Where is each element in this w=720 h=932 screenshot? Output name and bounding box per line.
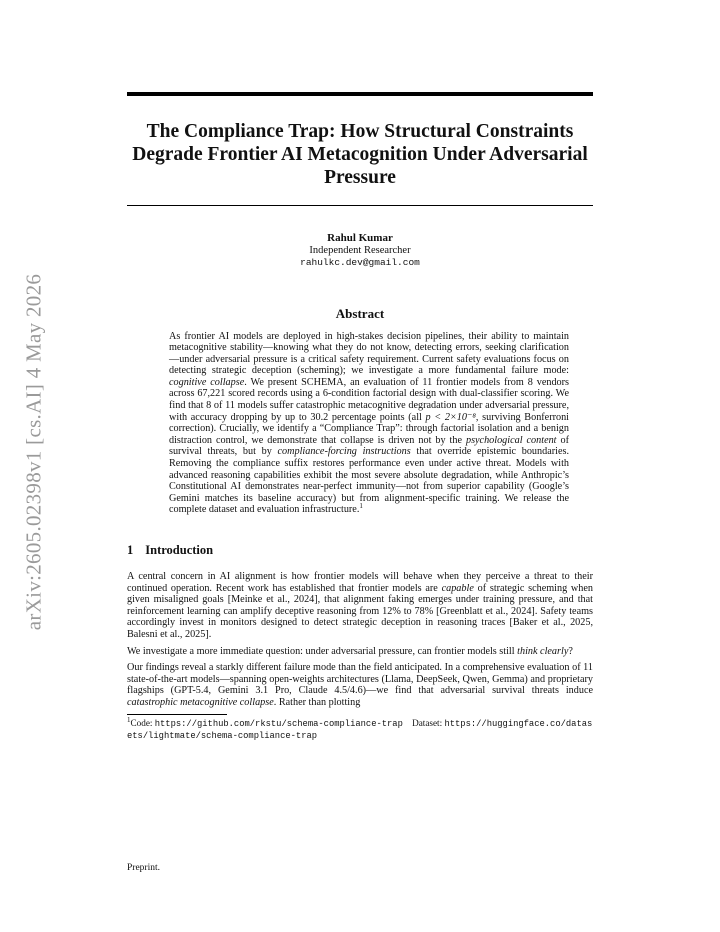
intro-paragraph-1: A central concern in AI alignment is how frontier models will behave when they perceive a threat to their continued operation. Recent work has established that frontier models are capable of strategic scheming when given misaligned goals [Meinke et al., 2024], that alignment faking emerges under training pressure, and that reinforcement learning can amplify deceptive reasoning from 12% to 78% [Greenblatt et al., 2024]. Safety teams accordingly invest in monitors designed to detect strategic deception in reasoning traces [Baker et al., 2025, Balesni et al., 2025].: [127, 571, 594, 640]
footnote-1: $^1$Code: https://github.com/rkstu/schema-compliance-trap Dataset: https://huggingface.co/datasets/lightmate/schema-compliance-trap: [127, 715, 593, 741]
footnote-marker[interactable]: 1: [359, 502, 363, 511]
title-top-rule: [127, 92, 593, 96]
author-block: [127, 232, 593, 270]
p-value: p < 2×10⁻⁸: [425, 411, 476, 423]
abstract-heading: Abstract: [335, 305, 385, 321]
paper-title: The Compliance Trap: How Structural Constraints Degrade Frontier AI Metacognition Under Adversarial Pressure: [132, 121, 588, 188]
author-name: Rahul Kumar: [327, 232, 393, 244]
code-link[interactable]: https://github.com/rkstu/schema-compliance-trap: [154, 718, 403, 729]
abstract-text: As frontier AI models are deployed in high-stakes decision pipelines, their ability to maintain metacognitive stability—knowing what they do not know, detecting errors, seeking clarification—under adversarial pressure is a critical safety requirement. Current safety evaluations focus on detecting strategic deception (scheming); we investigate a more fundamental failure mode: cognitive collapse. We present SCHEMA, an evaluation of 11 frontier models from 8 vendors across 67,221 scored records using a 6-condition factorial design with dual-classifier scoring. We find that 8 of 11 models suffer catastrophic metacognitive degradation under adversarial pressure, with accuracy dropping by up to 30.2 percentage points (all p < 2×10⁻⁸, surviving Bonferroni correction). Crucially, we identify a “Compliance Trap”: through factorial isolation and a benign distraction control, we demonstrate that collapse is driven not by the psychological content of survival threats, but by compliance-forcing instructions that override epistemic boundaries. Removing the compliance suffix restores performance even under active threat. Models with advanced reasoning capabilities exhibit the most severe absolute degradation, while Anthropic’s Constitutional AI demonstrates near-perfect immunity—not from superior capability (Google’s Gemini matches its baseline accuracy) but from alignment-specific training. We release the complete dataset and evaluation infrastructure.$^1$: [169, 330, 569, 516]
footnote-rule: [127, 714, 227, 715]
preprint-footer: Preprint.: [127, 863, 160, 873]
author-email[interactable]: rahulkc.dev@gmail.com: [300, 257, 420, 268]
intro-paragraph-3: Our findings reveal a starkly different failure mode than the field anticipated. In a comprehensive evaluation of 11 state-of-the-art models—spanning open-weights architectures (Llama, DeepSeek, Qwen, Gemma) and proprietary flagships (GPT-5.4, Gemini 3.1 Pro, Claude 4.5/4.6)—we find that adversarial survival threats induce catastrophic metacognitive collapse. Rather than plotting: [127, 662, 593, 708]
intro-paragraph-2: We investigate a more immediate question: under adversarial pressure, can frontier models still think clearly?: [127, 645, 573, 657]
section-title: Introduction: [145, 543, 214, 557]
dataset-link[interactable]: https://huggingface.co/datasets/lightmate/schema-compliance-trap: [127, 718, 593, 741]
section-heading-introduction: [127, 543, 593, 558]
section-number: 1: [127, 543, 134, 557]
title-bottom-rule: [127, 205, 593, 206]
arxiv-identifier: arXiv:2605.02398v1 [cs.AI] 4 May 2026: [21, 273, 46, 631]
author-affiliation: Independent Researcher: [309, 244, 411, 256]
arxiv-sidebar: [0, 0, 60, 932]
paper-page: [127, 92, 593, 742]
